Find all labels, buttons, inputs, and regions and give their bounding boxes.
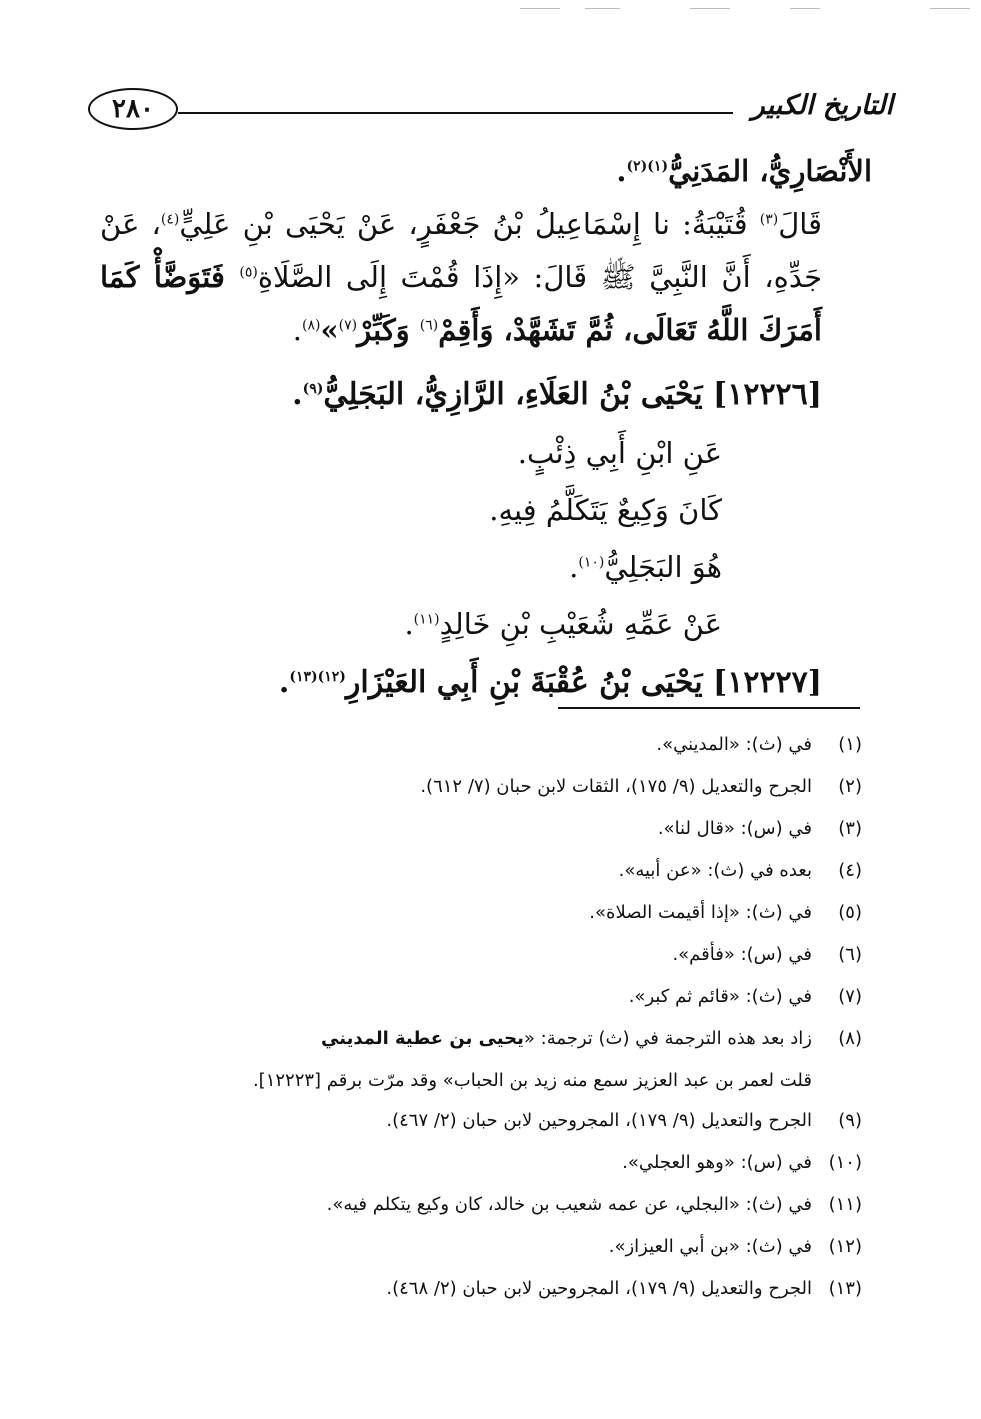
entry-12226-line-3: هُوَ البَجَلِيُّ$^{(١٠)}$. — [569, 550, 722, 584]
scan-edge-marks — [0, 8, 981, 14]
hadith-paragraph: قَالَ$^{(٣)}$ قُتَيْبَةُ: نا إِسْمَاعِيلُ بْنُ جَعْفَرٍ، عَنْ يَحْيَى بْنِ عَلِيٍّ$^{(٤)}$، عَنْ جَدِّهِ، أَنَّ النَّبِيَّ ﷺ قَالَ: «إِذَا قُمْتَ إِلَى الصَّلَاةِ$^{(٥)}$ فَتَوَضَّأْ كَمَا أَمَرَكَ اللَّهُ تَعَالَى، ثُمَّ تَشَهَّدْ، وَأَقِمْ$^{(٦)}$ وَكَبِّرْ$^{(٧)}$»$^{(٨)}$. — [100, 207, 823, 347]
footnote: (٦) في (س): «فأقم». — [672, 944, 862, 965]
footnote: (٣) في (س): «قال لنا». — [657, 818, 862, 839]
footnote: (٤) بعده في (ث): «عن أبيه». — [618, 860, 862, 881]
footnotes — [120, 727, 862, 1313]
footnote: (١١) في (ث): «البجلي، عن عمه شعيب بن خالد، كان وكيع يتكلم فيه». — [326, 1194, 862, 1215]
footnote: (١) في (ث): «المديني». — [656, 734, 862, 755]
book-title: التاريخ الكبير — [751, 90, 893, 121]
main-text — [100, 145, 872, 713]
page-header — [88, 88, 893, 138]
continuation-line: الأَنْصَارِيُّ، المَدَنِيُّ$^{(١)(٢)}$. — [616, 154, 872, 188]
entry-12226: [١٢٢٢٦] يَحْيَى بْنُ العَلَاءِ، الرَّازِيُّ، البَجَلِيُّ$^{(٩)}$. — [292, 377, 822, 412]
footnote: (١٢) في (ث): «بن أبي العيزاز». — [608, 1236, 862, 1257]
footnote: (١٣) الجرح والتعديل (٩/ ١٧٩)، المجروحين لابن حبان (٢/ ٤٦٨). — [386, 1278, 862, 1299]
footnote: (٩) الجرح والتعديل (٩/ ١٧٩)، المجروحين لابن حبان (٢/ ٤٦٧). — [386, 1110, 862, 1131]
footnote: (٧) في (ث): «قائم ثم كبر». — [628, 986, 862, 1007]
entry-12226-line-2: كَانَ وَكِيعٌ يَتَكَلَّمُ فِيهِ. — [489, 493, 722, 527]
footnote: (١٠) في (س): «وهو العجلي». — [622, 1152, 862, 1173]
entry-12227: [١٢٢٢٧] يَحْيَى بْنُ عُقْبَةَ بْنِ أَبِي العَيْزَارِ$^{(١٢)(١٣)}$. — [278, 665, 822, 700]
footnote-separator — [558, 707, 860, 709]
entry-12226-line-1: عَنِ ابْنِ أَبِي ذِئْبٍ. — [517, 436, 722, 470]
footnote: (٢) الجرح والتعديل (٩/ ١٧٥)، الثقات لابن حبان (٧/ ٦١٢). — [420, 776, 862, 797]
page-number: ٢٨٠ — [88, 88, 178, 130]
footnote-continuation: قلت لعمر بن عبد العزيز سمع منه زيد بن الحباب» وقد مرّت برقم [١٢٢٢٣]. — [252, 1070, 812, 1091]
entry-12226-line-4: عَنْ عَمِّهِ شُعَيْبِ بْنِ خَالِدٍ$^{(١١)}$. — [404, 607, 722, 641]
footnote: (٨) زاد بعد هذه الترجمة في (ث) ترجمة: «يحيى بن عطية المديني — [321, 1028, 862, 1049]
header-rule — [178, 112, 733, 114]
footnote: (٥) في (ث): «إذا أقيمت الصلاة». — [589, 902, 862, 923]
